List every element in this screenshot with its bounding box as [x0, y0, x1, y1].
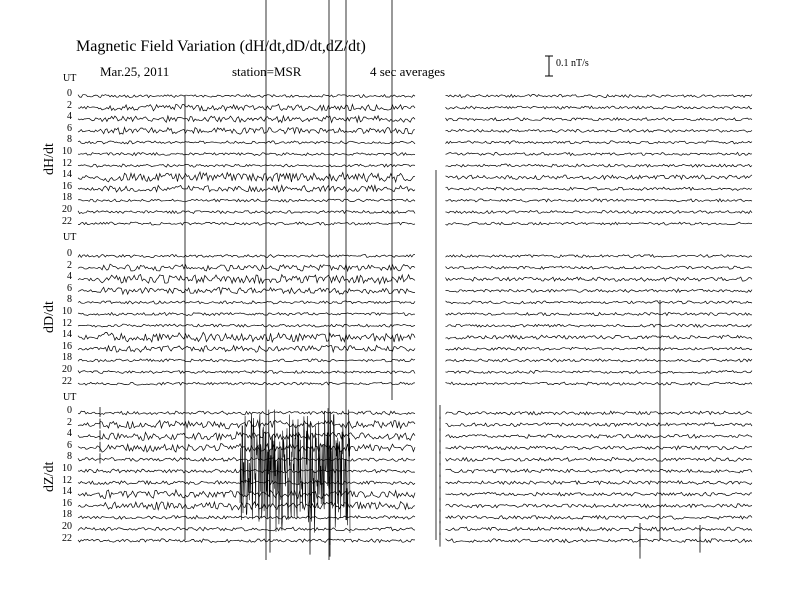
- trace-dH-dt-2: [78, 104, 752, 111]
- trace-dD-dt-0: [78, 255, 752, 258]
- panel-1-row-label-10: 10: [62, 306, 72, 317]
- trace-dZ-dt-20: [78, 527, 752, 531]
- panel-1-row-label-14: 14: [62, 329, 72, 341]
- trace-dH-dt-6: [78, 127, 752, 134]
- panel-0-row-label-18: 18: [62, 192, 72, 204]
- panel-0-row-label-22: 22: [62, 215, 72, 227]
- trace-dH-dt-12: [78, 164, 752, 167]
- chart-title: Magnetic Field Variation (dH/dt,dD/dt,dZ/dt): [76, 38, 366, 55]
- trace-dD-dt-4: [78, 275, 752, 284]
- panel-0-row-label-4: 4: [67, 111, 72, 123]
- trace-dZ-dt-22: [78, 539, 752, 543]
- panel-1-row-label-4: 4: [67, 271, 72, 283]
- panel-0-row-label-10: 10: [62, 146, 72, 157]
- trace-dH-dt-22: [78, 222, 752, 225]
- panel-1-name: dD/dt: [42, 301, 57, 333]
- panel-2-row-label-22: 22: [62, 532, 72, 544]
- panel-2-name: dZ/dt: [42, 461, 57, 492]
- panel-0-row-label-0: 0: [67, 88, 72, 99]
- panel-1-row-label-20: 20: [62, 364, 72, 375]
- panel-1-row-label-6: 6: [67, 282, 72, 294]
- trace-dZ-dt-18: [78, 516, 752, 520]
- trace-dZ-dt-0: [78, 411, 752, 415]
- trace-dD-dt-18: [78, 359, 752, 362]
- panel-0-row-label-20: 20: [62, 204, 72, 215]
- averages-label: 4 sec averages: [370, 64, 446, 79]
- trace-dH-dt-20: [78, 210, 752, 213]
- trace-dH-dt-8: [78, 141, 752, 144]
- panel-0-name: dH/dt: [42, 143, 57, 175]
- trace-dD-dt-16: [78, 345, 752, 352]
- panel-1-row-label-18: 18: [62, 352, 72, 364]
- panel-1-row-label-12: 12: [62, 317, 72, 329]
- trace-dD-dt-22: [78, 382, 752, 385]
- panel-0-row-label-2: 2: [67, 99, 72, 111]
- panel-1-row-label-22: 22: [62, 375, 72, 387]
- panel-2-row-label-10: 10: [62, 463, 72, 474]
- panel-2-ut-label: UT: [63, 392, 77, 403]
- panel-0-row-label-8: 8: [67, 134, 72, 146]
- panel-2-row-label-6: 6: [67, 439, 72, 451]
- trace-dD-dt-8: [78, 301, 752, 304]
- trace-dH-dt-14: [78, 172, 752, 182]
- panel-2-row-label-4: 4: [67, 428, 72, 440]
- trace-dD-dt-14: [78, 332, 752, 342]
- panel-2-row-label-18: 18: [62, 509, 72, 521]
- panel-0-row-label-6: 6: [67, 122, 72, 134]
- panel-0-row-label-12: 12: [62, 157, 72, 169]
- panel-2-row-label-2: 2: [67, 416, 72, 428]
- panel-1-row-label-0: 0: [67, 248, 72, 259]
- date-label: Mar.25, 2011: [100, 64, 170, 79]
- trace-dZ-dt-12: [78, 481, 752, 485]
- panel-2-row-label-0: 0: [67, 405, 72, 416]
- trace-dH-dt-4: [78, 116, 752, 123]
- panel-2-row-label-20: 20: [62, 521, 72, 532]
- trace-dZ-dt-14: [78, 490, 752, 499]
- trace-dZ-dt-8: [78, 458, 752, 462]
- trace-dH-dt-0: [78, 94, 752, 97]
- trace-dH-dt-10: [78, 152, 752, 155]
- panel-1-row-label-16: 16: [62, 340, 72, 352]
- panel-2-row-label-8: 8: [67, 451, 72, 463]
- trace-dH-dt-16: [78, 185, 752, 192]
- trace-dD-dt-10: [78, 312, 752, 315]
- trace-dD-dt-20: [78, 370, 752, 373]
- panel-1-ut-label: UT: [63, 232, 77, 243]
- trace-dZ-dt-16: [78, 502, 752, 510]
- panel-0-ut-label: UT: [63, 73, 77, 84]
- panel-0-row-label-16: 16: [62, 180, 72, 192]
- trace-dZ-dt-6: [78, 444, 752, 453]
- station-label: station=MSR: [232, 64, 302, 79]
- panel-2-row-label-14: 14: [62, 486, 72, 498]
- trace-dH-dt-18: [78, 199, 752, 202]
- scale-bar-label: 0.1 nT/s: [556, 58, 589, 69]
- trace-dZ-dt-4: [78, 432, 752, 441]
- panel-1-row-label-8: 8: [67, 294, 72, 306]
- panel-1-row-label-2: 2: [67, 259, 72, 271]
- trace-dD-dt-12: [78, 324, 752, 327]
- panel-2-row-label-12: 12: [62, 474, 72, 486]
- trace-dZ-dt-10: [78, 469, 752, 473]
- panel-2-row-label-16: 16: [62, 497, 72, 509]
- panel-0-row-label-14: 14: [62, 169, 72, 181]
- trace-dD-dt-6: [78, 287, 752, 294]
- trace-dZ-dt-2: [78, 421, 752, 429]
- trace-dD-dt-2: [78, 264, 752, 271]
